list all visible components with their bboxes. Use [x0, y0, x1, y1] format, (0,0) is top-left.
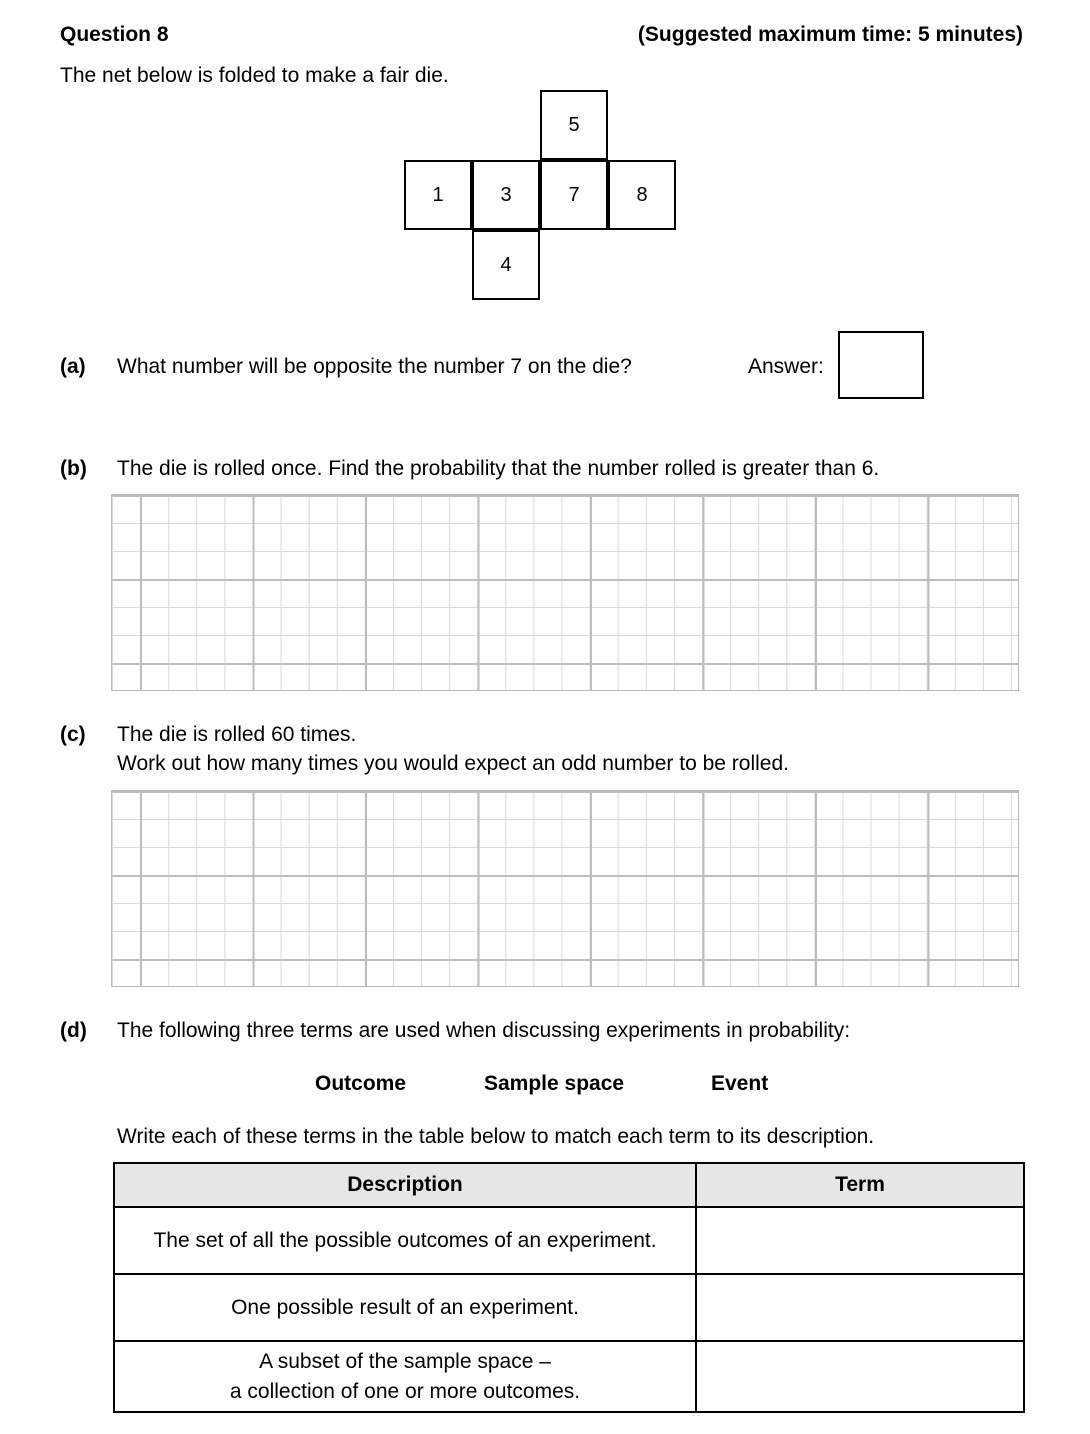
term-sample-space: Sample space: [484, 1072, 625, 1095]
net-face-bottom: 4: [472, 230, 540, 300]
term-answer-cell[interactable]: [696, 1341, 1024, 1412]
part-c-line1: The die is rolled 60 times.: [117, 723, 357, 746]
net-face-center: 7: [540, 160, 608, 230]
table-row: [114, 1341, 1024, 1412]
table-header-row: [114, 1163, 1024, 1207]
answer-box[interactable]: [838, 331, 924, 399]
term-answer-cell[interactable]: [696, 1207, 1024, 1274]
table-row: [114, 1207, 1024, 1274]
part-a-label: (a): [60, 355, 86, 378]
term-answer-cell[interactable]: [696, 1274, 1024, 1341]
part-d-question: The following three terms are used when discussing experiments in probability:: [117, 1019, 851, 1042]
time-note: (Suggested maximum time: 5 minutes): [637, 23, 1023, 46]
description-text: One possible result of an experiment.: [231, 1295, 579, 1319]
description-cell: [114, 1341, 696, 1412]
net-face-right: 8: [608, 160, 676, 230]
question-title: Question 8: [60, 23, 169, 46]
working-grid-c[interactable]: [111, 790, 1019, 987]
part-a-question: What number will be opposite the number 7 on the die?: [117, 355, 632, 378]
intro-text: The net below is folded to make a fair die.: [60, 64, 449, 87]
part-b-label: (b): [60, 457, 87, 480]
term-event: Event: [711, 1072, 769, 1095]
table-row: [114, 1274, 1024, 1341]
header-description: Description: [114, 1163, 696, 1207]
description-text-line2: a collection of one or more outcomes.: [229, 1379, 581, 1403]
net-face-left: 1: [404, 160, 472, 230]
description-cell: [114, 1207, 696, 1274]
header-term: Term: [696, 1163, 1024, 1207]
part-c-label: (c): [60, 723, 86, 746]
answer-label: Answer:: [748, 355, 824, 378]
part-d-label: (d): [60, 1019, 87, 1042]
net-face-top: 5: [540, 90, 608, 160]
terms-table: [113, 1162, 1025, 1413]
term-outcome: Outcome: [315, 1072, 407, 1095]
description-text: A subset of the sample space –: [259, 1349, 551, 1373]
description-text: The set of all the possible outcomes of an experiment.: [153, 1228, 657, 1252]
part-c-line2: Work out how many times you would expect an odd number to be rolled.: [117, 752, 789, 775]
part-b-question: The die is rolled once. Find the probability that the number rolled is greater than 6.: [117, 457, 880, 480]
working-grid-b[interactable]: [111, 494, 1019, 691]
description-cell: [114, 1274, 696, 1341]
net-face-center-left: 3: [472, 160, 540, 230]
part-d-instruction: Write each of these terms in the table below to match each term to its description.: [117, 1125, 875, 1148]
